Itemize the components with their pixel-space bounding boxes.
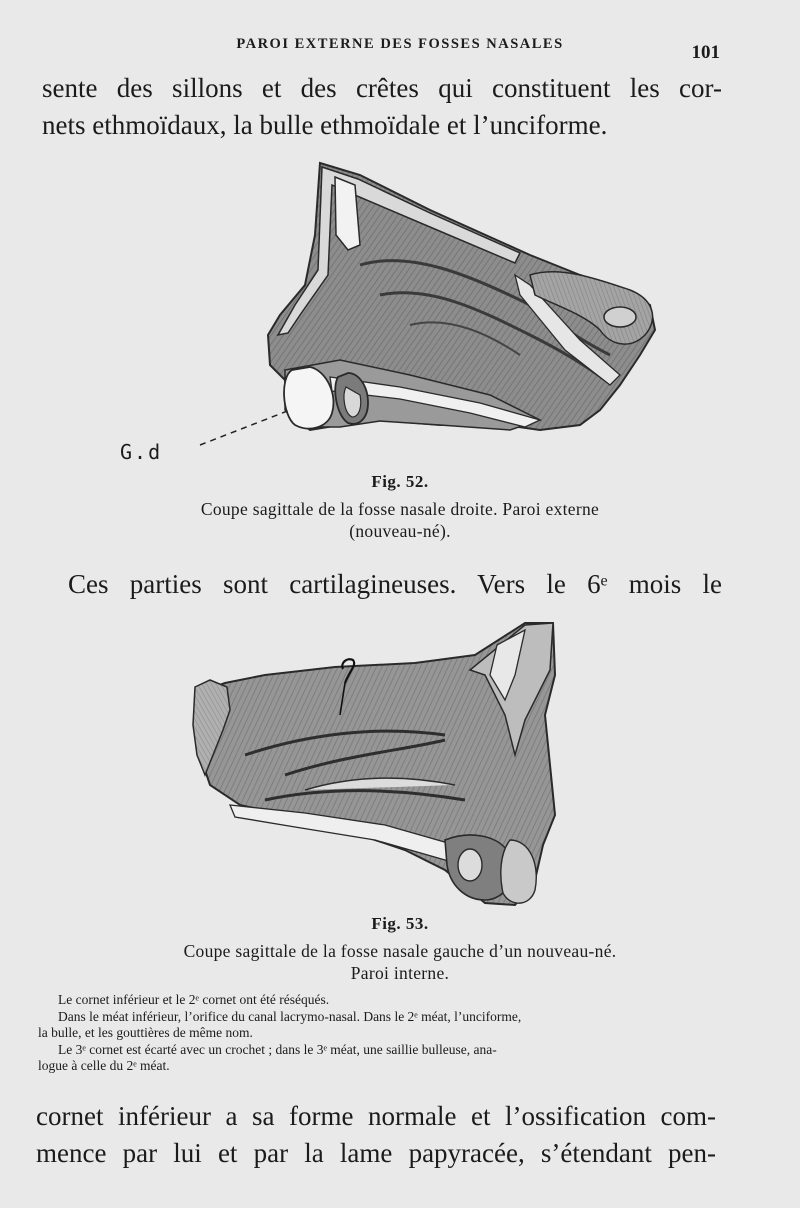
caption-line: (nouveau-né). — [349, 521, 451, 541]
note-line: Le 3ᵉ cornet est écarté avec un crochet ; dans le 3ᵉ méat, une saillie bulleuse, ana- — [58, 1041, 497, 1057]
figure-52-illustration — [110, 155, 670, 460]
paragraph-middle — [68, 566, 722, 603]
figure-53-illustration — [185, 615, 575, 915]
figure-53-label: Fig. 53. — [371, 914, 429, 933]
text-line: sente des sillons et des crêtes qui constituent les cor- — [42, 73, 722, 103]
caption-line: Coupe sagittale de la fosse nasale droite. Paroi externe — [200, 499, 600, 519]
figure-53-note — [38, 992, 720, 1075]
note-line: la bulle, et les gouttières de même nom. — [38, 1025, 253, 1040]
note-line: logue à celle du 2ᵉ méat. — [38, 1058, 170, 1073]
paragraph-intro — [42, 70, 722, 144]
text-line: Ces parties sont cartilagineuses. Vers le 6ᵉ mois le — [68, 569, 722, 599]
text-line: mence par lui et par la lame papyracée, s’étendant pen- — [36, 1138, 716, 1168]
page-number: 101 — [691, 42, 720, 63]
note-line: Dans le méat inférieur, l’orifice du canal lacrymo-nasal. Dans le 2ᵉ méat, l’unciforme, — [58, 1008, 522, 1024]
figure-52-label: Fig. 52. — [371, 472, 429, 491]
paragraph-closing — [36, 1098, 716, 1172]
text-line: cornet inférieur a sa forme normale et l’ossification com- — [36, 1101, 716, 1131]
figure-53-caption — [100, 940, 700, 984]
figure-52-caption — [100, 498, 700, 542]
figure-52-callout: G.d — [120, 440, 163, 464]
note-line: Le cornet inférieur et le 2ᵉ cornet ont été réséqués. — [58, 992, 330, 1007]
caption-line: Coupe sagittale de la fosse nasale gauche d’un nouveau-né. — [183, 941, 617, 961]
caption-line: Paroi interne. — [350, 963, 450, 983]
text-line: nets ethmoïdaux, la bulle ethmoïdale et l’unciforme. — [42, 110, 608, 140]
running-title: PAROI EXTERNE DES FOSSES NASALES — [236, 36, 564, 52]
